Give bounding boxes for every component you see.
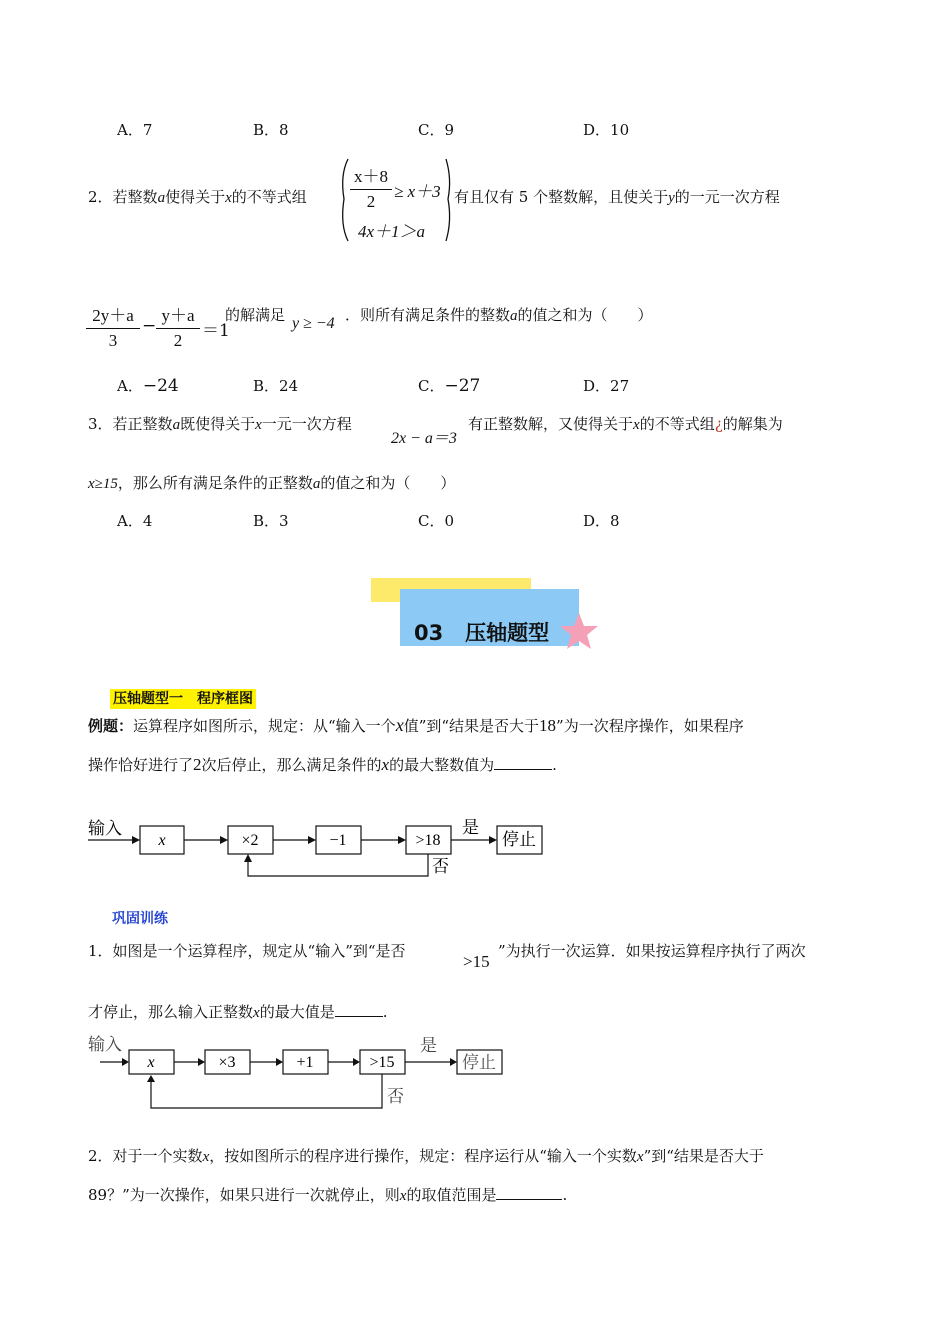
q2-eq-minus: − — [142, 316, 157, 336]
q3-option-b: B．3 — [253, 512, 289, 530]
flow1-yes-label: 是 — [462, 818, 479, 837]
flowchart-2 — [86, 1030, 516, 1112]
flow1-no-label: 否 — [432, 857, 449, 876]
q2-option-b: B．24 — [253, 377, 299, 395]
subsection-label: 压轴题型一 程序框图 — [110, 688, 256, 708]
q3-option-c: C．0 — [418, 512, 455, 530]
practice-label: 巩固训练 — [112, 911, 168, 927]
example-line2: 操作恰好进行了2次后停止，那么满足条件的x的最大整数值为 . — [88, 755, 557, 774]
flow1-input-label: 输入 — [88, 819, 122, 838]
svg-text:x: x — [147, 1054, 155, 1071]
q1-option-c: C．9 — [418, 121, 455, 139]
svg-text:停止: 停止 — [502, 830, 536, 849]
example-answer-blank — [494, 755, 552, 770]
flow2-no-label: 否 — [387, 1087, 404, 1106]
q2-text6: 的解满足 — [225, 306, 286, 324]
p2-answer-blank — [496, 1185, 562, 1200]
p1-line1-cont: ”为执行一次运算．如果按运算程序执行了两次 — [498, 942, 806, 960]
q2-line2-end: ．则所有满足条件的整数a的值之和为（ ） — [345, 306, 653, 324]
q2-condition: y ≥ −4 — [292, 315, 335, 332]
flowchart-1 — [86, 812, 556, 884]
svg-text:×2: ×2 — [241, 832, 259, 849]
example-line1: 例题：运算程序如图所示，规定：从“输入一个x值”到“结果是否大于18”为一次程序操作，如果程序 — [88, 715, 744, 735]
q2-eq-fraction2: y＋a 2 — [156, 305, 200, 352]
q2-ineq1-fraction: x＋8 2 — [350, 166, 392, 213]
q2-line1-cont: 有且仅有 5 个整数解，且使关于y的一元一次方程 — [454, 188, 780, 206]
q2-option-a: A．−24 — [117, 376, 179, 396]
q3-line1: 3．若正整数a既使得关于x一元一次方程 — [88, 415, 352, 433]
q2-eq-fraction1: 2y＋a 3 — [86, 305, 140, 352]
q1-option-d: D．10 — [583, 121, 630, 139]
q3-line2: x≥15，那么所有满足条件的正整数a的值之和为（ ） — [88, 474, 456, 492]
p1-condition: >15 — [463, 952, 490, 971]
q3-equation: 2x − a＝3 — [391, 430, 457, 447]
q3-option-a: A．4 — [117, 512, 153, 530]
svg-text:+1: +1 — [296, 1054, 314, 1071]
q2-eq-rhs: ＝1 — [202, 321, 230, 341]
svg-text:停止: 停止 — [462, 1053, 496, 1072]
svg-text:×3: ×3 — [218, 1054, 236, 1071]
svg-text:x: x — [158, 832, 166, 849]
svg-text:>18: >18 — [415, 832, 441, 849]
flow2-input-label: 输入 — [88, 1035, 122, 1054]
q2-option-c: C．−27 — [418, 376, 481, 396]
flow2-yes-label: 是 — [420, 1036, 437, 1055]
section-title: 03 压轴题型 — [414, 621, 550, 645]
svg-text:−1: −1 — [329, 832, 347, 849]
q2-line1: 2．若整数a使得关于x的不等式组 — [88, 188, 307, 206]
q3-line1-cont: 有正整数解，又使得关于x的不等式组¿的解集为 — [468, 415, 783, 433]
p2-line1: 2．对于一个实数x，按如图所示的程序进行操作，规定：程序运行从“输入一个实数x”到“结果是否大于 — [88, 1147, 764, 1165]
p2-line2: 89？”为一次操作，如果只进行一次就停止，则x的取值范围是 . — [88, 1186, 568, 1204]
q2-ineq1-rest: ≥ x＋3 — [394, 182, 441, 201]
p1-line2: 才停止，那么输入正整数x的最大值是 . — [88, 1003, 388, 1021]
q3-option-d: D．8 — [583, 512, 620, 530]
q2-option-d: D．27 — [583, 377, 630, 395]
p1-line1: 1．如图是一个运算程序，规定从“输入”到“是否 — [88, 942, 406, 960]
q1-option-a: A．7 — [117, 121, 153, 139]
p1-answer-blank — [335, 1002, 383, 1017]
star-icon — [558, 610, 600, 652]
q2-ineq2: 4x＋1＞a — [358, 222, 426, 241]
svg-text:>15: >15 — [369, 1054, 395, 1071]
q1-option-b: B．8 — [253, 121, 289, 139]
